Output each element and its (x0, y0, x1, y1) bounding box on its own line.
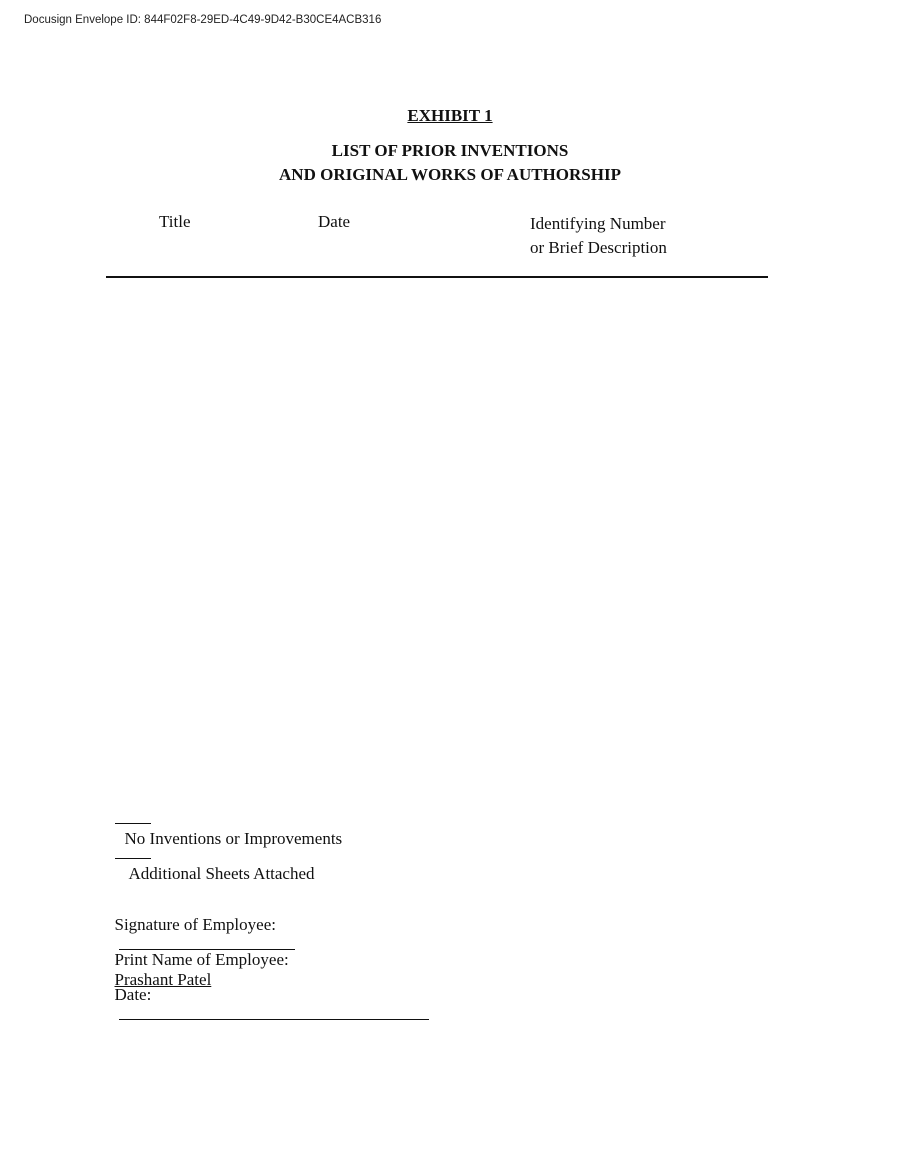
column-header-identifying-line2: or Brief Description (530, 238, 667, 257)
date-row (106, 965, 429, 1025)
column-header-title: Title (159, 212, 191, 231)
additional-sheets-option (106, 824, 315, 884)
print-name-value: Prashant Patel (114, 970, 212, 989)
additional-sheets-checkbox-blank[interactable] (115, 844, 151, 859)
date-blank[interactable] (119, 1005, 429, 1020)
print-name-label: Print Name of Employee: (114, 950, 289, 969)
additional-sheets-label: Additional Sheets Attached (128, 864, 315, 883)
exhibit-title: EXHIBIT 1 (407, 106, 493, 125)
column-header-identifying-line1: Identifying Number (530, 214, 666, 233)
header-rule (106, 276, 768, 278)
column-header-date: Date (318, 212, 351, 231)
no-inventions-checkbox-blank[interactable] (115, 809, 151, 824)
date-label: Date: (114, 985, 152, 1004)
heading-line-2: AND ORIGINAL WORKS OF AUTHORSHIP (279, 165, 621, 184)
column-header-identifying (530, 212, 667, 260)
signature-label: Signature of Employee: (114, 915, 276, 934)
envelope-id: Docusign Envelope ID: 844F02F8-29ED-4C49-9D42-B30CE4ACB316 (24, 14, 382, 26)
heading-line-1: LIST OF PRIOR INVENTIONS (331, 141, 569, 160)
no-inventions-label: No Inventions or Improvements (124, 829, 343, 848)
